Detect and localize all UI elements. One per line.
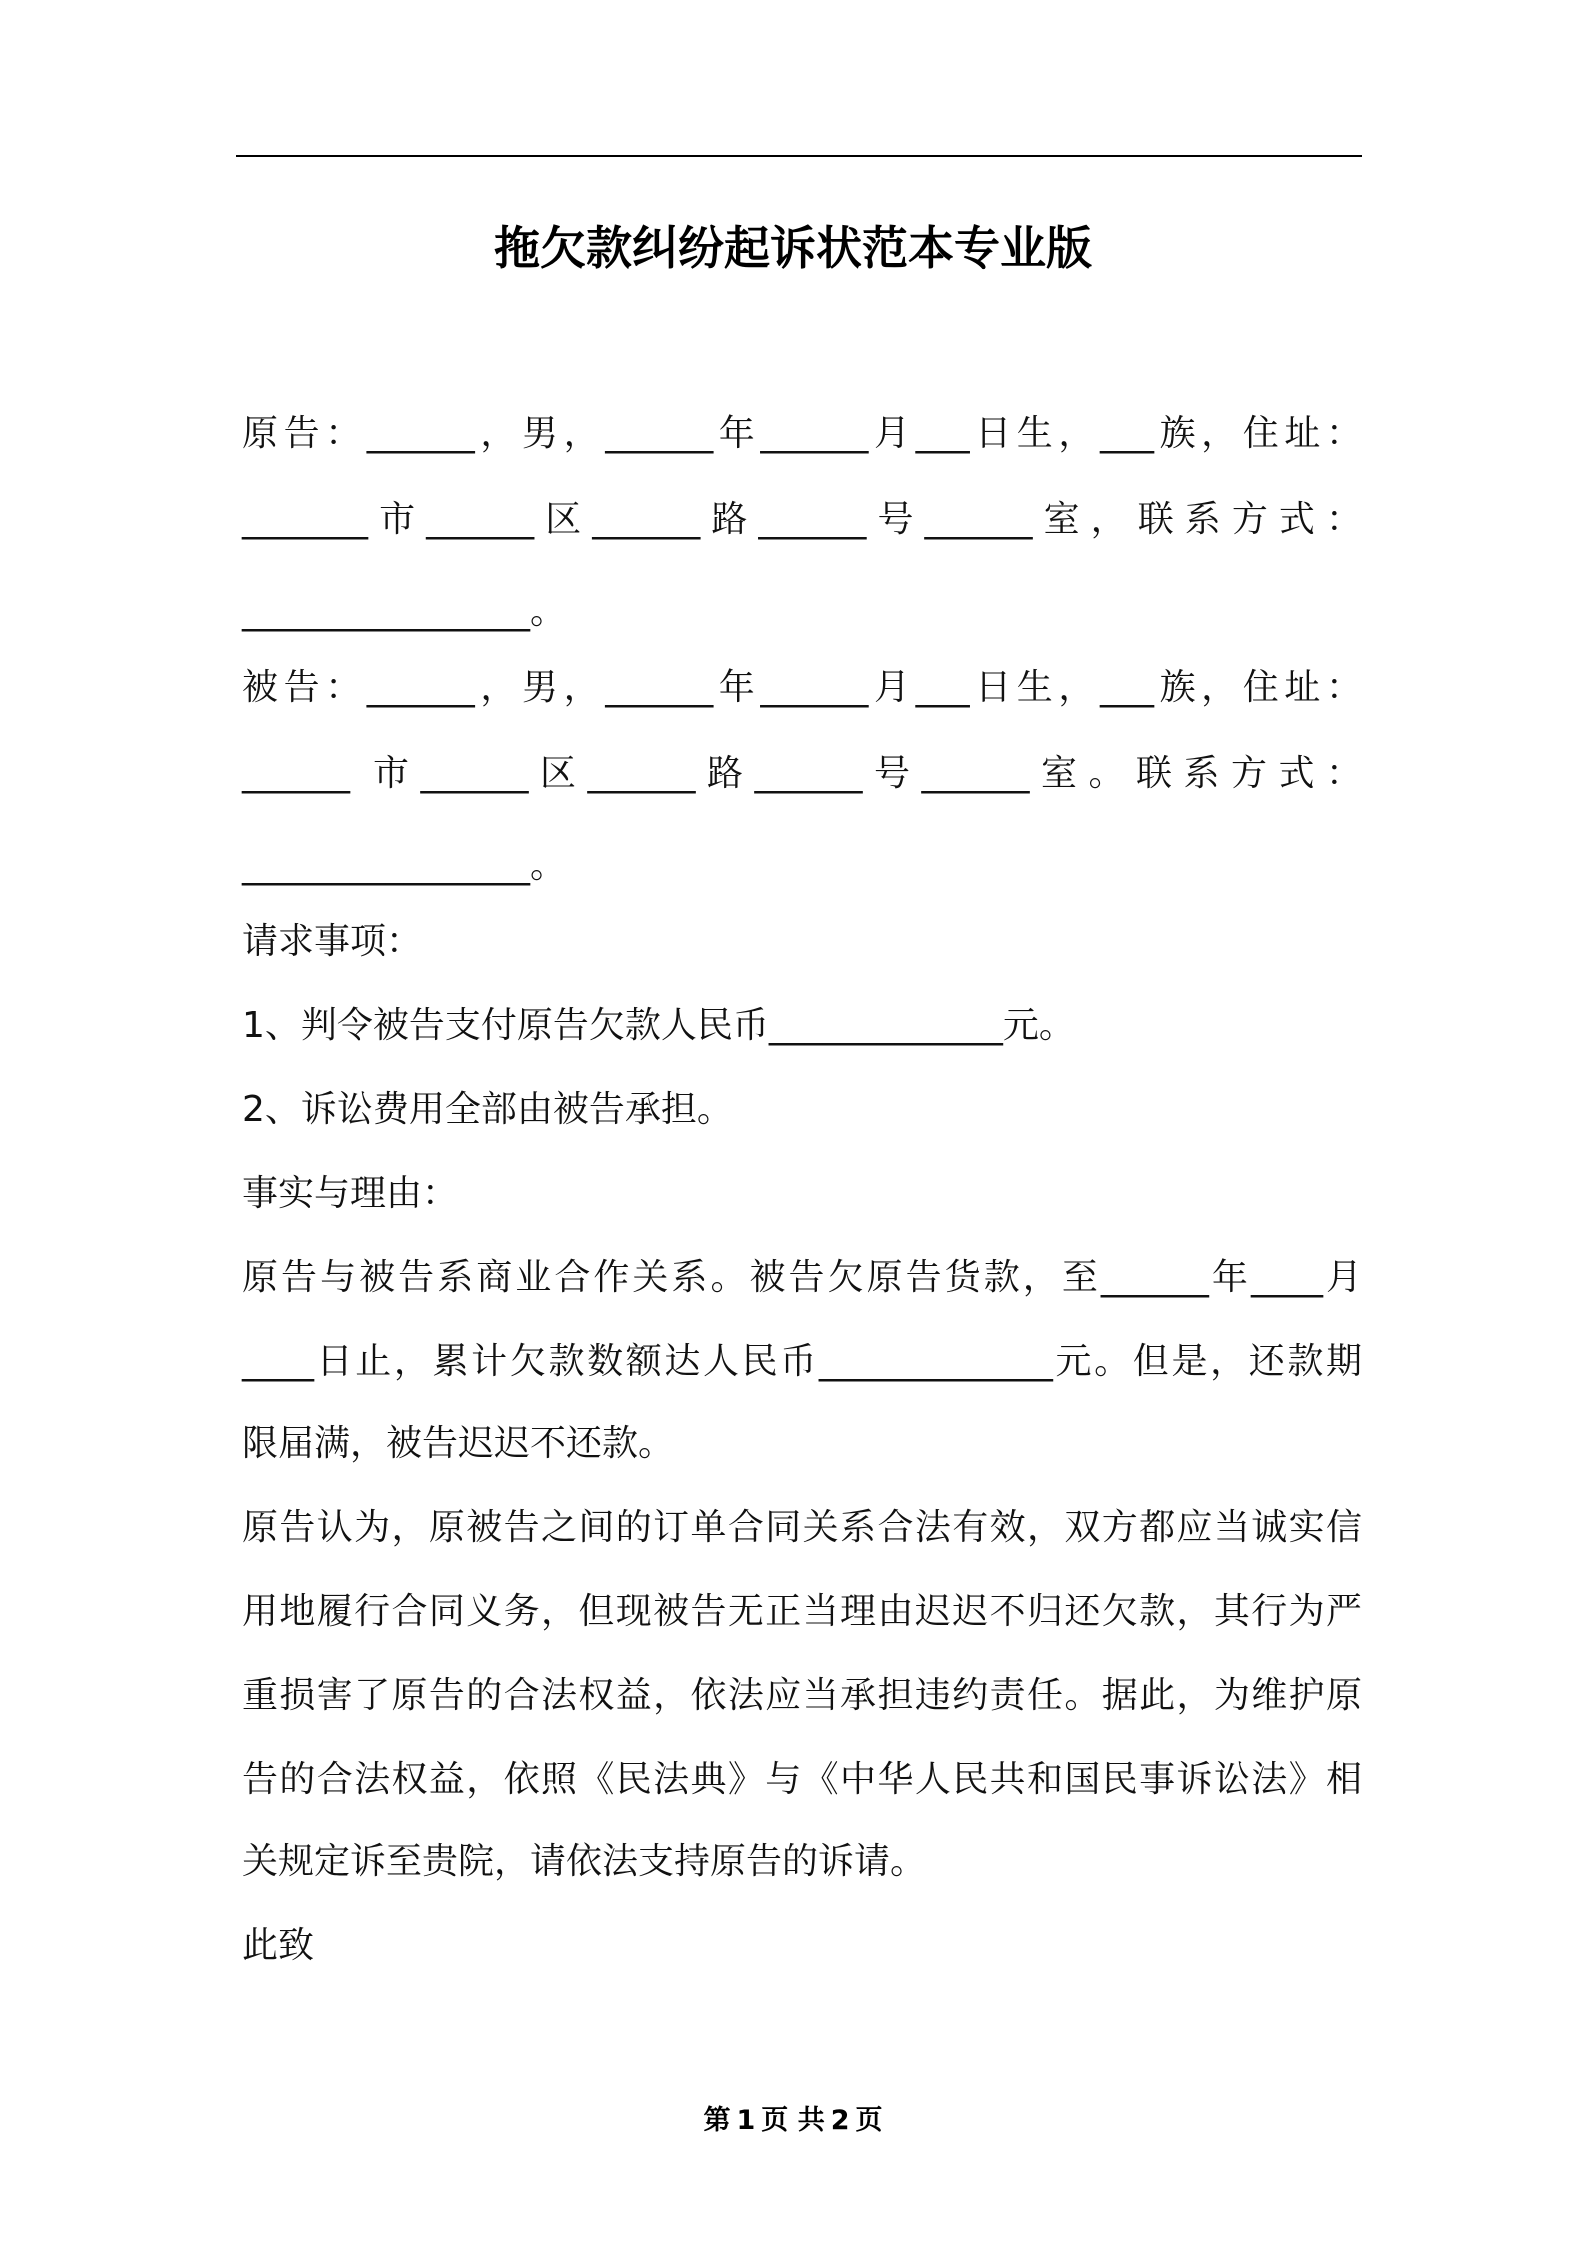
reason-line-1: 原告认为，原被告之间的订单合同关系合法有效，双方都应当诚实信 <box>242 1507 1362 1548</box>
plaintiff-line-2: _______市______区______路______号______室，联系方式： <box>242 499 1362 540</box>
facts-line-3: 限届满，被告迟迟不还款。 <box>242 1423 675 1464</box>
header-rule <box>236 155 1362 157</box>
defendant-line-2: ______ 市______区______路______号______室。联系方式： <box>242 753 1362 794</box>
closing-salutation: 此致 <box>242 1925 315 1966</box>
footer-prefix: 第 <box>703 2105 731 2136</box>
facts-line-1: 原告与被告系商业合作关系。被告欠原告货款，至______年____月 <box>242 1257 1362 1298</box>
reason-line-2: 用地履行合同义务，但现被告无正当理由迟迟不归还欠款，其行为严 <box>242 1591 1362 1632</box>
footer-middle: 页 共 <box>761 2105 825 2136</box>
claims-heading: 请求事项： <box>242 921 423 962</box>
plaintiff-line-3: ________________。 <box>242 591 566 632</box>
facts-heading: 事实与理由： <box>242 1173 459 1214</box>
plaintiff-line-1: 原告：______，男，______年______月___日生，___族，住址： <box>242 413 1362 454</box>
reason-line-3: 重损害了原告的合法权益，依法应当承担违约责任。据此，为维护原 <box>242 1675 1362 1716</box>
current-page-number: 1 <box>736 2105 756 2136</box>
footer-suffix: 页 <box>855 2105 883 2136</box>
reason-line-5: 关规定诉至贵院，请依法支持原告的诉请。 <box>242 1841 927 1882</box>
total-page-count: 2 <box>830 2105 850 2136</box>
claim-item-2: 2、诉讼费用全部由被告承担。 <box>242 1089 733 1130</box>
claim-item-1: 1、判令被告支付原告欠款人民币_____________元。 <box>242 1005 1075 1046</box>
facts-line-2: ____日止，累计欠款数额达人民币_____________元。但是，还款期 <box>242 1341 1362 1382</box>
defendant-line-3: ________________。 <box>242 845 566 886</box>
defendant-line-1: 被告：______，男，______年______月___日生，___族，住址： <box>242 667 1362 708</box>
reason-line-4: 告的合法权益，依照《民法典》与《中华人民共和国民事诉讼法》相 <box>242 1759 1362 1800</box>
document-title: 拖欠款纠纷起诉状范本专业版 <box>494 221 1092 275</box>
page-footer <box>0 2098 1586 2137</box>
